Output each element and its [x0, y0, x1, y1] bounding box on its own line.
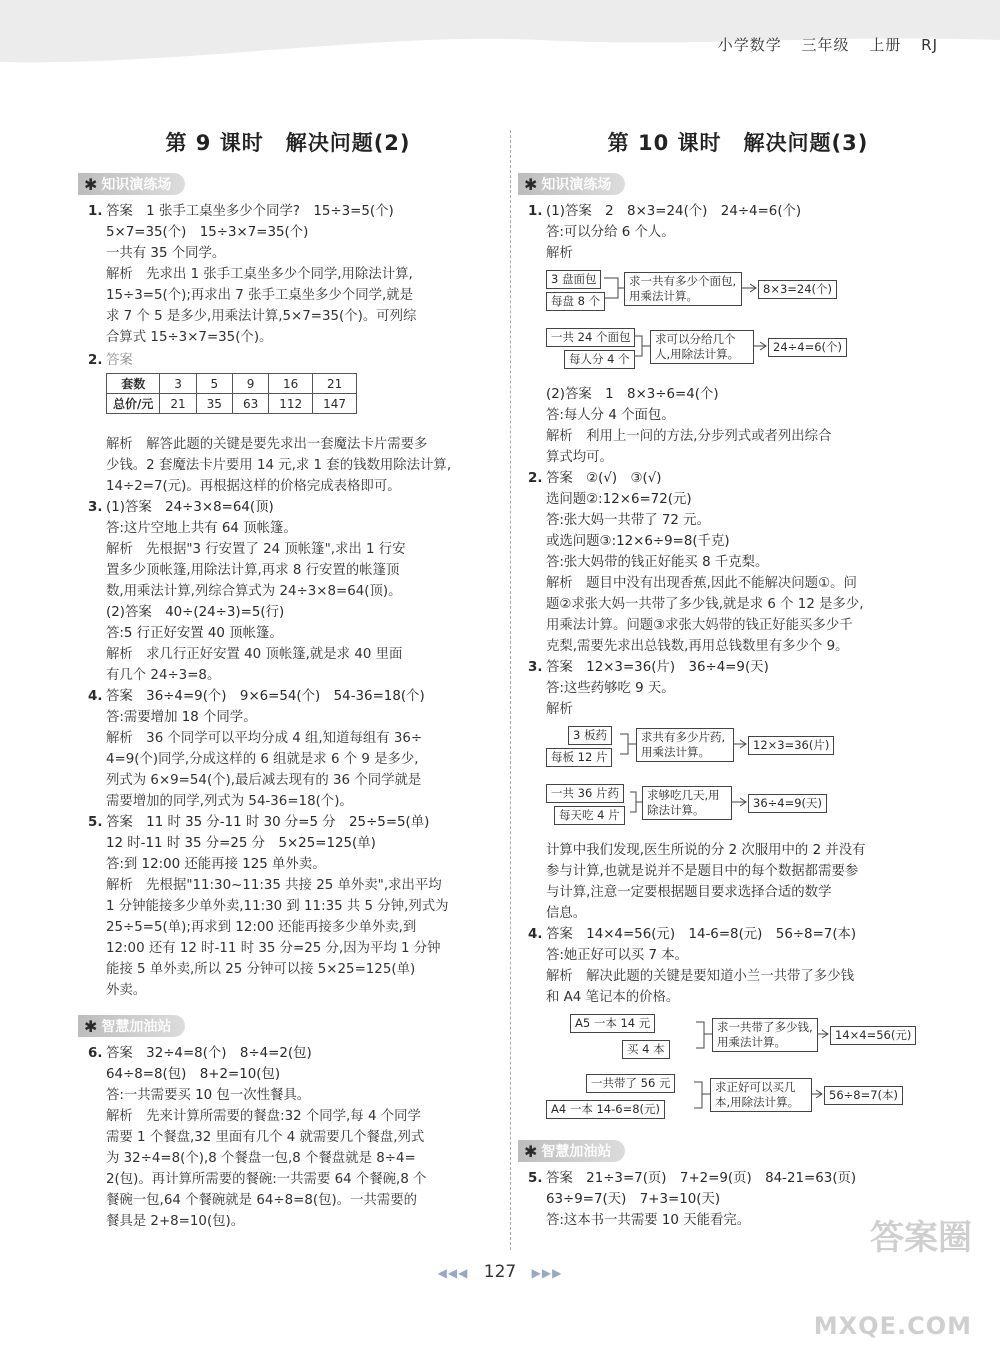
- table-cell: 5: [196, 374, 232, 394]
- answer-line: 答:这本书一共需要 10 天能看完。: [546, 1213, 751, 1228]
- answer-line: 答:可以分给 6 个人。: [546, 225, 675, 240]
- section-label: 智慧加油站: [541, 1144, 612, 1160]
- book-info: [704, 34, 938, 55]
- analysis-line: 数,用乘法计算,列综合算式为 24÷3×8=64(顶)。: [106, 584, 402, 599]
- section-label: 知识演练场: [101, 177, 172, 193]
- result-box: 14×4=56(元): [830, 1026, 916, 1045]
- analysis-line: 合算式 15÷3×7=35(个)。: [106, 330, 273, 345]
- flow-diagram: [546, 326, 866, 380]
- lesson-title: 第 10 课时 解决问题(3): [607, 131, 869, 155]
- flow-diagram: [546, 782, 866, 836]
- box: A5 一本 14 元: [570, 1014, 655, 1033]
- result-box: 24÷4=6(个): [768, 338, 847, 357]
- question-3: [88, 497, 488, 686]
- answer-line: 答案 12×3=36(片) 36÷4=9(天): [546, 660, 769, 675]
- analysis-line: 算式均可。: [546, 450, 613, 465]
- flow-diagram: [546, 724, 866, 778]
- question-5: [88, 812, 488, 1001]
- column-divider: [510, 130, 511, 1250]
- answer-tag: 答案: [106, 353, 133, 368]
- analysis-line: 2(包)。再计算所需要的餐碗:一共需要 64 个餐碗,8 个: [106, 1172, 427, 1187]
- answer-line: (2)答案 40÷(24÷3)=5(行): [106, 605, 285, 620]
- analysis-line: 餐具是 2+8=10(包)。: [106, 1214, 245, 1229]
- analysis-line: 为 32÷4=8(个),8 个餐盘一包,8 个餐盘就是 8÷4=: [106, 1151, 416, 1166]
- analysis-line: 解析 利用上一问的方法,分步列式或者列出综合: [546, 429, 832, 444]
- question-4: [88, 686, 488, 812]
- section-tag: [518, 173, 625, 195]
- table-cell: 63: [232, 394, 268, 414]
- star-icon: ✱: [84, 1016, 98, 1036]
- question-2: [88, 350, 488, 497]
- section-label: 智慧加油站: [101, 1019, 172, 1035]
- answer-line: (1)答案 24÷3×8=64(顶): [106, 500, 274, 515]
- analysis-line: 解析 求几行正好安置 40 顶帐篷,就是求 40 里面: [106, 647, 403, 662]
- analysis-line: 12:00 还有 12 时-11 时 35 分=25 分,因为平均 1 分钟: [106, 941, 441, 956]
- box: 买 4 本: [622, 1040, 670, 1059]
- q-number: 6.: [88, 1046, 103, 1061]
- box: 一共 24 个面包: [546, 328, 635, 347]
- box: 求一共带了多少钱,用乘法计算。: [712, 1018, 818, 1052]
- q-number: 1.: [528, 204, 543, 219]
- analysis-line: 25÷5=5(单);再求到 12:00 还能再接多少单外卖,到: [106, 920, 417, 935]
- analysis-line: 4=9(个)同学,分成这样的 6 组就是求 6 个 9 是多少,: [106, 752, 419, 767]
- subject: 小学数学: [717, 36, 782, 54]
- prev-arrows-icon: ◀◀◀: [437, 1266, 469, 1280]
- answer-line: 答案 ②(√) ③(√): [546, 471, 662, 486]
- box: 每板 12 片: [546, 748, 612, 767]
- left-column: [84, 125, 488, 1232]
- box: 求共有多少片药,用乘法计算。: [636, 728, 734, 762]
- analysis-line: 列式为 6×9=54(个),最后减去现有的 36 个同学就是: [106, 773, 422, 788]
- price-table: [106, 373, 357, 414]
- answer-line: 答:一共需要买 10 包一次性餐具。: [106, 1088, 311, 1103]
- question-4: [528, 924, 948, 1128]
- answer-line: 或选问题③:12×6÷9=8(千克): [546, 534, 730, 549]
- box: 求可以分给几个人,用除法计算。: [650, 330, 754, 364]
- table-cell: 总价/元: [107, 394, 160, 414]
- q-number: 4.: [88, 689, 103, 704]
- answer-line: 答案 21÷3=7(页) 7+2=9(页) 84-21=63(页): [546, 1171, 857, 1186]
- result-box: 12×3=36(片): [748, 736, 834, 755]
- lesson-title: 第 9 课时 解决问题(2): [165, 131, 411, 155]
- analysis-line: 解析 解答此题的关键是要先求出一套魔法卡片需要多: [106, 437, 428, 452]
- analysis-line: 少钱。2 套魔法卡片要用 14 元,求 1 套的钱数用除法计算,: [106, 458, 452, 473]
- analysis-line: 餐碗一包,64 个餐碗就是 64÷8=8(包)。一共需要的: [106, 1193, 418, 1208]
- answer-line: 答案 11 时 35 分-11 时 30 分=5 分 25÷5=5(单): [106, 815, 430, 830]
- analysis-line: 解析 题目中没有出现香蕉,因此不能解决问题①。问: [546, 576, 857, 591]
- question-2: [528, 468, 948, 657]
- box: 3 盘面包: [546, 270, 601, 289]
- table-cell: 147: [313, 394, 357, 414]
- answer-line: 答案 36÷4=9(个) 9×6=54(个) 54-36=18(个): [106, 689, 425, 704]
- flow-diagram: [570, 1012, 960, 1068]
- analysis-line: 15÷3=5(个);再求出 7 张手工桌坐多少个同学,就是: [106, 288, 414, 303]
- box: 每人分 4 个: [564, 350, 635, 369]
- analysis-line: 解析 先根据"3 行安置了 24 顶帐篷",求出 1 行安: [106, 542, 406, 557]
- result-box: 56÷8=7(本): [824, 1086, 903, 1105]
- grade: 三年级: [801, 36, 850, 54]
- answer-line: 一共有 35 个同学。: [106, 246, 226, 261]
- answer-line: 答:她正好可以买 7 本。: [546, 948, 689, 963]
- q-number: 5.: [88, 815, 103, 830]
- question-3: [528, 657, 948, 924]
- q-number: 5.: [528, 1171, 543, 1186]
- q-number: 2.: [88, 353, 103, 368]
- section-tag: [78, 1015, 185, 1037]
- table-cell: 21: [313, 374, 357, 394]
- analysis-line: 解析 解决此题的关键是要知道小兰一共带了多少钱: [546, 969, 854, 984]
- analysis-line: 解析 先根据"11:30~11:35 共接 25 单外卖",求出平均: [106, 878, 442, 893]
- answer-line: 答:张大妈带的钱正好能买 8 千克梨。: [546, 555, 769, 570]
- watermark-url: MXQE.COM: [813, 1312, 972, 1340]
- answer-line: 答:张大妈一共带了 72 元。: [546, 513, 710, 528]
- question-6: [88, 1043, 488, 1232]
- page-footer: [0, 1262, 1000, 1282]
- answer-line: 答案 14×4=56(元) 14-6=8(元) 56÷8=7(本): [546, 927, 857, 942]
- volume: 上册: [869, 36, 902, 54]
- table-cell: 21: [160, 394, 196, 414]
- q-number: 4.: [528, 927, 543, 942]
- table-cell: 3: [160, 374, 196, 394]
- analysis-line: 14÷2=7(元)。再根据这样的价格完成表格即可。: [106, 479, 401, 494]
- result-box: 8×3=24(个): [758, 280, 837, 299]
- analysis-line: 求 7 个 5 是多少,用乘法计算,5×7=35(个)。可列综: [106, 309, 417, 324]
- analysis-line: 与计算,注意一定要根据题目要求选择合适的数学: [546, 885, 832, 900]
- box: 求够吃几天,用除法计算。: [642, 786, 732, 820]
- table-row: [107, 394, 357, 414]
- next-arrows-icon: ▶▶▶: [531, 1266, 563, 1280]
- answer-line: 答案 32÷4=8(个) 8÷4=2(包): [106, 1046, 312, 1061]
- answer-line: 答:需要增加 18 个同学。: [106, 710, 257, 725]
- answer-line: 答:每人分 4 个面包。: [546, 408, 675, 423]
- analysis-line: 参与计算,也就是说并不是题目中的每个数据都需要参: [546, 864, 859, 879]
- analysis-line: 能接 5 单外卖,所以 25 分钟可以接 5×25=125(单): [106, 962, 416, 977]
- table-cell: 16: [269, 374, 313, 394]
- answer-line: 答:这片空地上共有 64 顶帐篷。: [106, 521, 297, 536]
- answer-line: 选问题②:12×6=72(元): [546, 492, 692, 507]
- section-tag: [518, 1140, 625, 1162]
- analysis-line: 需要 1 个餐盘,32 里面有几个 4 就需要几个餐盘,列式: [106, 1130, 425, 1145]
- section-label: 知识演练场: [541, 177, 612, 193]
- analysis-line: 信息。: [546, 906, 587, 921]
- analysis-line: 克梨,需要先求出总钱数,再用总钱数里有多少个 9。: [546, 639, 849, 654]
- table-row: [107, 374, 357, 394]
- result-box: 36÷4=9(天): [748, 794, 827, 813]
- table-cell: 35: [196, 394, 232, 414]
- box: 3 板药: [568, 726, 612, 745]
- analysis-line: 和 A4 笔记本的价格。: [546, 990, 680, 1005]
- answer-line: 答案 1 张手工桌坐多少个同学? 15÷3=5(个): [106, 204, 394, 219]
- flow-diagram: [546, 1072, 936, 1128]
- box: 求正好可以买几本,用除法计算。: [710, 1078, 812, 1112]
- answer-line: 5×7=35(个) 15÷3×7=35(个): [106, 225, 309, 240]
- box: 每盘 8 个: [546, 292, 605, 311]
- table-cell: 112: [269, 394, 313, 414]
- box: 每天吃 4 片: [554, 806, 625, 825]
- analysis-line: 外卖。: [106, 983, 147, 998]
- box: 一共 36 片药: [546, 784, 624, 803]
- flow-diagram: [546, 268, 866, 322]
- q-number: 2.: [528, 471, 543, 486]
- table-cell: 9: [232, 374, 268, 394]
- analysis-line: 1 分钟能接多少单外卖,11:30 到 11:35 共 5 分钟,列式为: [106, 899, 449, 914]
- analysis-line: 有几个 24÷3=8。: [106, 668, 221, 683]
- analysis-line: 解析: [546, 702, 573, 717]
- analysis-line: 置多少顶帐篷,用除法计算,再求 8 行安置的帐篷顶: [106, 563, 400, 578]
- question-1: [88, 201, 488, 348]
- answer-line: 答:到 12:00 还能再接 125 单外卖。: [106, 857, 326, 872]
- answer-line: 12 时-11 时 35 分=25 分 5×25=125(单): [106, 836, 376, 851]
- page-number: 127: [483, 1262, 517, 1282]
- table-cell: 套数: [107, 374, 160, 394]
- question-1: [528, 201, 948, 468]
- analysis-line: 解析 先来计算所需要的餐盘:32 个同学,每 4 个同学: [106, 1109, 421, 1124]
- analysis-line: 用乘法计算。问题③求张大妈带的钱正好能买多少千: [546, 618, 853, 633]
- star-icon: ✱: [84, 174, 98, 194]
- box: 一共带了 56 元: [586, 1074, 675, 1093]
- right-column: [524, 125, 948, 1231]
- analysis-line: 解析 先求出 1 张手工桌坐多少个同学,用除法计算,: [106, 267, 413, 282]
- answer-line: 答:5 行正好安置 40 顶帐篷。: [106, 626, 283, 641]
- watermark-logo: 答案圈: [870, 1218, 972, 1258]
- analysis-line: 解析 36 个同学可以平均分成 4 组,知道每组有 36÷: [106, 731, 423, 746]
- analysis-line: 题②求张大妈一共带了多少钱,就是求 6 个 12 是多少,: [546, 597, 864, 612]
- answer-line: (2)答案 1 8×3÷6=4(个): [546, 387, 719, 402]
- answer-line: 答:这些药够吃 9 天。: [546, 681, 675, 696]
- answer-line: 63÷9=7(天) 7+3=10(天): [546, 1192, 721, 1207]
- answer-line: 64÷8=8(包) 8+2=10(包): [106, 1067, 281, 1082]
- star-icon: ✱: [524, 1141, 538, 1161]
- star-icon: ✱: [524, 174, 538, 194]
- analysis-line: 计算中我们发现,医生所说的分 2 次服用中的 2 并没有: [546, 843, 866, 858]
- edition: RJ: [921, 36, 938, 54]
- analysis-line: 需要增加的同学,列式为 54-36=18(个)。: [106, 794, 353, 809]
- q-number: 3.: [528, 660, 543, 675]
- q-number: 1.: [88, 204, 103, 219]
- box: A4 一本 14-6=8(元): [546, 1100, 665, 1119]
- analysis-line: 解析: [546, 246, 573, 261]
- answer-line: (1)答案 2 8×3=24(个) 24÷4=6(个): [546, 204, 802, 219]
- q-number: 3.: [88, 500, 103, 515]
- section-tag: [78, 173, 185, 195]
- box: 求一共有多少个面包,用乘法计算。: [624, 272, 742, 306]
